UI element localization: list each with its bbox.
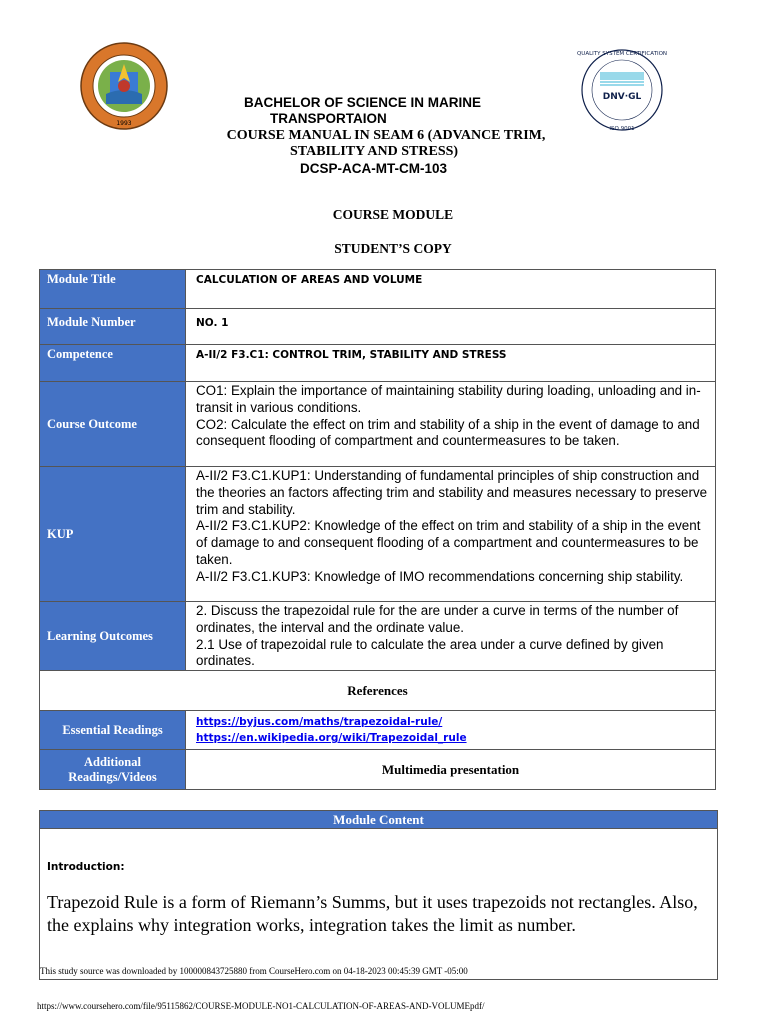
kup-2: A-II/2 F3.C1.KUP2: Knowledge of the effect on trim and stability of a ship in the event of damage to and consequent flooding of a compartment and countermeasures to be taken.: [196, 518, 701, 567]
additional-readings-value: Multimedia presentation: [186, 750, 716, 790]
table-row: [40, 711, 716, 750]
certification-text: QUALITY SYSTEM CERTIFICATION: [576, 51, 668, 57]
dnv-brand: DNV·GL: [602, 92, 642, 102]
module-title-value: CALCULATION OF AREAS AND VOLUME: [196, 274, 423, 286]
table-row: [40, 309, 716, 345]
additional-readings-label: [40, 753, 185, 787]
references-heading: References: [40, 671, 716, 711]
table-row: [40, 345, 716, 382]
course-outcome-2: CO2: Calculate the effect on trim and stability of a ship in the event of damage to and consequent flooding of compartment and countermeasures to be taken.: [196, 416, 700, 449]
module-content-heading: Module Content: [40, 811, 717, 829]
table-row: [40, 750, 716, 790]
essential-link-byjus[interactable]: https://byjus.com/maths/trapezoidal-rule/: [196, 716, 443, 729]
kup-3: A-II/2 F3.C1.KUP3: Knowledge of IMO recommendations concerning ship stability.: [196, 568, 684, 584]
competence-label: Competence: [47, 347, 113, 361]
course-line-1: COURSE MANUAL IN SEAM 6 (ADVANCE TRIM,: [226, 128, 546, 143]
table-row: [40, 467, 716, 602]
module-title-label: Module Title: [47, 272, 116, 286]
program-line-1: BACHELOR OF SCIENCE IN MARINE: [244, 95, 482, 110]
iso-label: ISO 9001: [609, 126, 635, 132]
table-row: [40, 602, 716, 671]
module-number-label: Module Number: [47, 315, 136, 329]
dnv-certification-logo: [570, 42, 674, 138]
table-row: [40, 671, 716, 711]
course-code: DCSP-ACA-MT-CM-103: [300, 161, 448, 176]
download-notice: This study source was downloaded by 100000843725880 from CourseHero.com on 04-18-2023 00:45:39 GMT -05:00: [40, 966, 468, 976]
table-row: [40, 382, 716, 467]
learning-outcomes-label: Learning Outcomes: [47, 628, 153, 643]
students-copy-heading: STUDENT’S COPY: [334, 241, 452, 256]
kup-1: A-II/2 F3.C1.KUP1: Understanding of fundamental principles of ship construction and the theories an factors affecting trim and stability and measures necessary to preserve trim and stability.: [196, 468, 708, 517]
program-line-2: TRANSPORTAION: [270, 111, 387, 126]
learning-outcome-1: 2. Discuss the trapezoidal rule for the are under a curve in terms of the number of ordinates, the interval and the ordinate value.: [196, 603, 679, 635]
course-outcome-1: CO1: Explain the importance of maintaining stability during loading, unloading and in-transit in various conditions.: [196, 383, 701, 415]
module-content-section: [39, 810, 718, 980]
course-outcome-label: Course Outcome: [47, 416, 137, 431]
program-title: [244, 95, 524, 127]
essential-readings-label: Essential Readings: [62, 722, 163, 737]
introduction-label: Introduction:: [47, 861, 125, 873]
source-url[interactable]: https://www.coursehero.com/file/95115862/COURSE-MODULE-NO1-CALCULATION-OF-AREAS-AND-VOLUMEpdf/: [37, 1001, 485, 1011]
competence-value: A-II/2 F3.C1: CONTROL TRIM, STABILITY AND STRESS: [196, 349, 507, 361]
course-title: [200, 128, 572, 160]
module-info-table: [39, 269, 716, 790]
additional-label-line-2: Readings/Videos: [68, 769, 157, 784]
kup-label: KUP: [47, 526, 74, 541]
table-row: [40, 270, 716, 309]
additional-label-line-1: Additional: [84, 754, 141, 769]
college-seal-logo: [80, 42, 168, 130]
course-module-heading: COURSE MODULE: [332, 207, 454, 222]
seal-year: 1993: [116, 120, 132, 127]
introduction-paragraph: Trapezoid Rule is a form of Riemann’s Summs, but it uses trapezoids not rectangles. Also, the explains why integration works, integration takes the limit as number.: [47, 892, 698, 935]
learning-outcome-2: 2.1 Use of trapezoidal rule to calculate the area under a curve defined by given ordinates.: [196, 636, 664, 669]
course-line-2: STABILITY AND STRESS): [290, 144, 459, 159]
module-number-value: NO. 1: [196, 317, 229, 329]
essential-link-wikipedia[interactable]: https://en.wikipedia.org/wiki/Trapezoidal_rule: [196, 732, 467, 745]
